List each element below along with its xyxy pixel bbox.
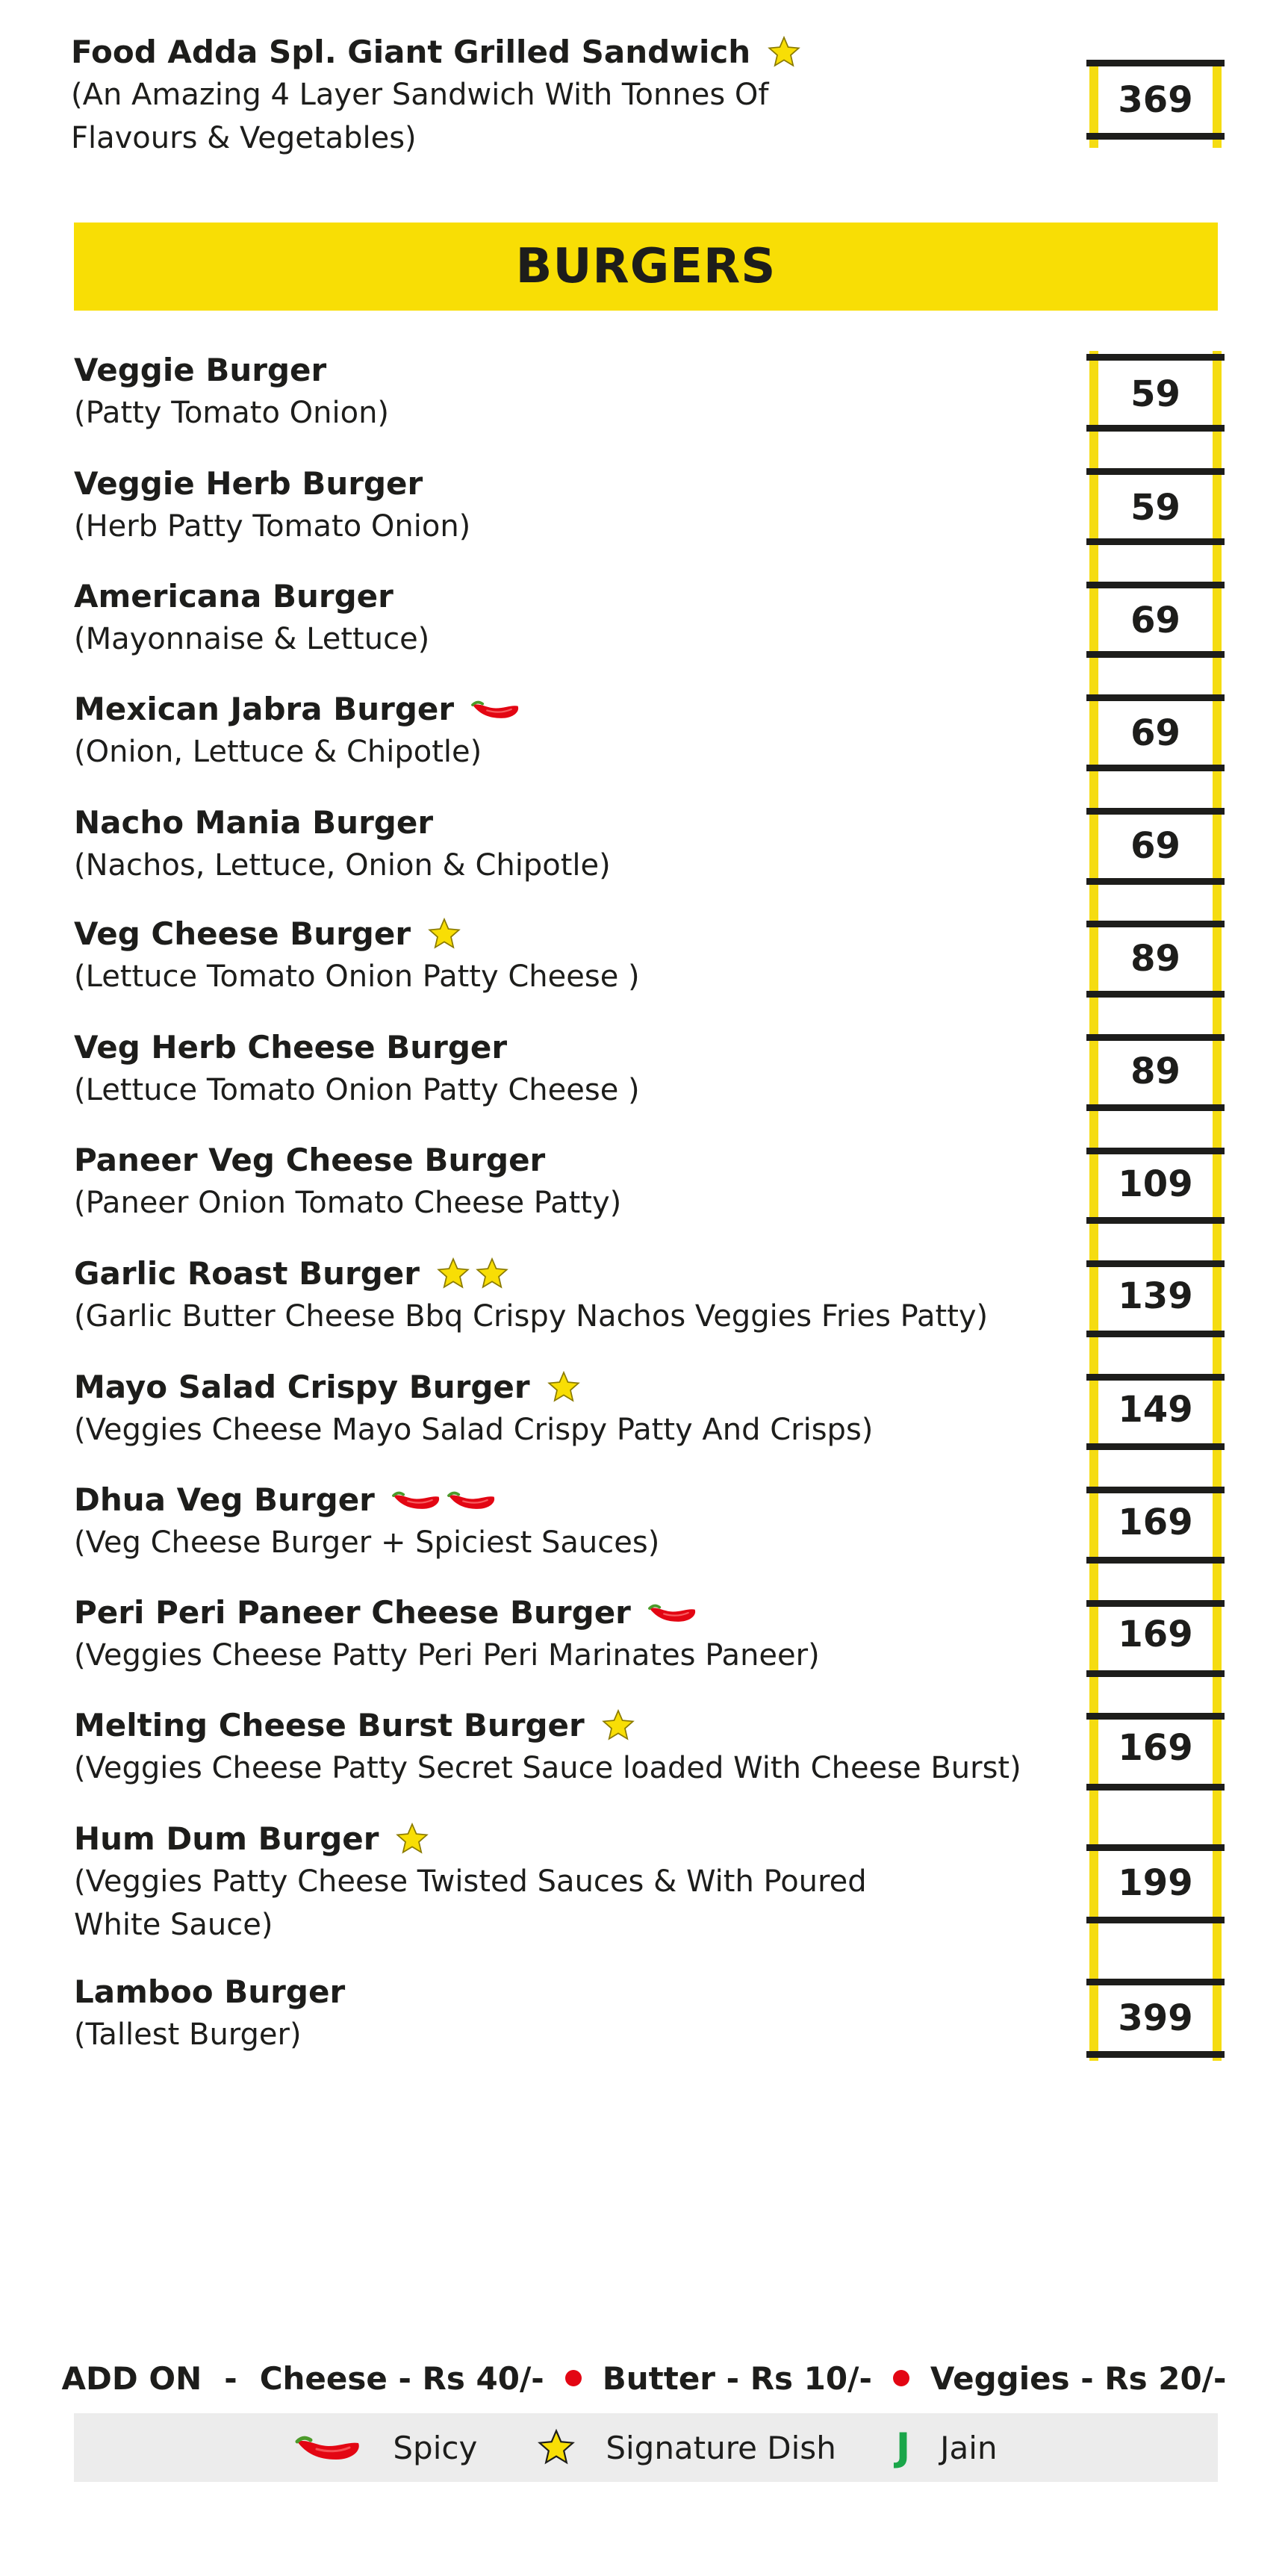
ladder-rung	[1086, 1443, 1225, 1450]
chili-icon	[470, 694, 521, 724]
ladder-rung	[1086, 1557, 1225, 1564]
ladder-rung	[1086, 991, 1225, 998]
addon-separator: -	[224, 2359, 237, 2397]
ladder-rung	[1086, 1917, 1225, 1923]
item-name-row	[74, 349, 1074, 391]
ladder-rung	[1086, 1844, 1225, 1851]
ladder-rung	[1086, 1331, 1225, 1337]
ladder-rung	[1086, 1217, 1225, 1224]
item-name: Dhua Veg Burger	[74, 1481, 375, 1518]
menu-item	[74, 1139, 1074, 1225]
addon-veggies: Veggies - Rs 20/-	[930, 2359, 1227, 2397]
item-description: (Patty Tomato Onion)	[74, 396, 390, 430]
price-ladder	[1086, 351, 1225, 2061]
item-description: (Garlic Butter Cheese Bbq Crispy Nachos Veggies Fries Patty)	[74, 1299, 989, 1334]
ladder-rung	[1086, 1260, 1225, 1267]
section-title: BURGERS	[515, 239, 777, 294]
menu-item	[74, 913, 1074, 998]
star-icon	[427, 917, 461, 951]
item-name-row	[74, 1366, 1074, 1408]
menu-item	[74, 463, 1074, 548]
bullet-dot-icon	[565, 2370, 582, 2386]
addon-cheese: Cheese - Rs 40/-	[259, 2359, 544, 2397]
ladder-rung	[1086, 878, 1225, 885]
menu-item-top	[71, 31, 1042, 166]
item-name-row	[74, 802, 1074, 844]
menu-item	[74, 1027, 1074, 1112]
ladder-rung	[1086, 425, 1225, 432]
item-name: Melting Cheese Burst Burger	[74, 1707, 585, 1743]
section-header	[74, 223, 1218, 311]
menu-item	[74, 1971, 1074, 2056]
item-name: Veggie Herb Burger	[74, 465, 423, 502]
item-name: Food Adda Spl. Giant Grilled Sandwich	[71, 34, 751, 70]
ladder-rung	[1086, 582, 1225, 588]
ladder-rung	[1086, 651, 1225, 658]
item-price: 89	[1130, 1051, 1180, 1092]
item-badges	[470, 694, 521, 724]
item-name: Americana Burger	[74, 578, 393, 615]
ladder-rung	[1086, 1374, 1225, 1381]
item-badges	[427, 917, 461, 951]
item-name-row	[74, 1592, 1074, 1634]
item-name-row	[74, 1027, 1074, 1068]
item-name-row	[71, 31, 1042, 73]
item-name-row	[74, 1818, 1074, 1860]
item-name: Mayo Salad Crispy Burger	[74, 1369, 530, 1405]
star-icon	[395, 1822, 429, 1856]
item-price: 69	[1130, 825, 1180, 867]
item-description: (Lettuce Tomato Onion Patty Cheese )	[74, 1073, 640, 1107]
chili-icon	[447, 1485, 497, 1515]
menu-item	[74, 1705, 1074, 1790]
item-price: 169	[1118, 1727, 1193, 1769]
star-icon	[601, 1708, 635, 1743]
menu-item	[74, 576, 1074, 661]
menu-item	[74, 1818, 1074, 1947]
star-icon	[475, 1257, 509, 1291]
item-price: 199	[1118, 1862, 1193, 1904]
jain-icon: J	[895, 2425, 911, 2470]
item-name-row	[74, 688, 1074, 730]
ladder-rung	[1086, 921, 1225, 927]
item-name-row	[74, 913, 1074, 955]
ladder-rung	[1086, 538, 1225, 545]
ladder-rung	[1086, 60, 1225, 66]
legend-signature-label: Signature Dish	[606, 2429, 836, 2466]
item-description: (Herb Patty Tomato Onion)	[74, 509, 471, 544]
star-icon	[436, 1257, 470, 1291]
item-name-row	[74, 1705, 1074, 1746]
item-description: (Veggies Patty Cheese Twisted Sauces & With Poured	[74, 1864, 867, 1899]
item-price: 89	[1130, 938, 1180, 980]
item-description: (Nachos, Lettuce, Onion & Chipotle)	[74, 848, 611, 883]
menu-item	[74, 1592, 1074, 1677]
item-name: Nacho Mania Burger	[74, 804, 434, 841]
item-name-row	[74, 576, 1074, 617]
star-icon	[537, 2428, 606, 2467]
ladder-rung	[1086, 808, 1225, 815]
item-price: 69	[1130, 600, 1180, 641]
item-description: (Lettuce Tomato Onion Patty Cheese )	[74, 959, 640, 994]
item-description: (Veggies Cheese Mayo Salad Crispy Patty And Crisps)	[74, 1413, 874, 1447]
menu-item	[74, 1253, 1074, 1338]
item-price: 149	[1118, 1389, 1193, 1431]
chili-icon	[391, 1485, 442, 1515]
chili-icon	[647, 1598, 698, 1628]
item-name: Veg Herb Cheese Burger	[74, 1029, 508, 1065]
ladder-rung	[1086, 468, 1225, 475]
item-description: (Veggies Cheese Patty Secret Sauce loaded With Cheese Burst)	[74, 1751, 1021, 1785]
item-price: 369	[1118, 79, 1193, 121]
item-price: 59	[1130, 373, 1180, 415]
item-name: Lamboo Burger	[74, 1973, 346, 2010]
ladder-rung	[1086, 1104, 1225, 1111]
legend-jain	[896, 2425, 998, 2470]
item-price: 169	[1118, 1614, 1193, 1655]
addon-butter: Butter - Rs 10/-	[602, 2359, 872, 2397]
star-icon	[547, 1370, 581, 1404]
item-description: White Sauce)	[74, 1908, 273, 1942]
bullet-dot-icon	[893, 2370, 909, 2386]
ladder-rung	[1086, 2051, 1225, 2058]
item-price: 399	[1118, 1997, 1193, 2039]
item-description: Flavours & Vegetables)	[71, 121, 417, 155]
chili-icon	[294, 2431, 393, 2464]
item-name-row	[74, 1253, 1074, 1295]
item-name: Mexican Jabra Burger	[74, 691, 455, 727]
legend-spicy-label: Spicy	[393, 2429, 478, 2466]
ladder-rung	[1086, 354, 1225, 361]
menu-item	[74, 1479, 1074, 1564]
item-description: (Veggies Cheese Patty Peri Peri Marinates Paneer)	[74, 1638, 820, 1673]
item-name: Paneer Veg Cheese Burger	[74, 1142, 546, 1178]
ladder-rung	[1086, 1670, 1225, 1677]
ladder-rung	[1086, 1487, 1225, 1493]
item-description: (An Amazing 4 Layer Sandwich With Tonnes Of	[71, 78, 769, 112]
item-badges	[391, 1485, 497, 1515]
item-price: 169	[1118, 1502, 1193, 1543]
legend-bar	[74, 2413, 1218, 2482]
ladder-rung	[1086, 694, 1225, 701]
item-price: 109	[1118, 1163, 1193, 1205]
item-name-row	[74, 1971, 1074, 2013]
item-name: Veggie Burger	[74, 352, 327, 388]
ladder-rung	[1086, 1784, 1225, 1791]
item-price: 69	[1130, 712, 1180, 754]
legend-signature	[537, 2428, 836, 2467]
item-badges	[395, 1822, 429, 1856]
item-badges	[436, 1257, 509, 1291]
price-ladder-top	[1086, 60, 1225, 148]
item-badges	[647, 1598, 698, 1628]
item-description: (Mayonnaise & Lettuce)	[74, 622, 430, 656]
item-name: Peri Peri Paneer Cheese Burger	[74, 1594, 631, 1631]
item-price: 59	[1130, 487, 1180, 529]
item-badges	[767, 35, 801, 69]
item-name: Hum Dum Burger	[74, 1820, 379, 1857]
item-name-row	[74, 1139, 1074, 1181]
item-description: (Veg Cheese Burger + Spiciest Sauces)	[74, 1525, 660, 1560]
ladder-rung	[1086, 765, 1225, 771]
ladder-rung	[1086, 1600, 1225, 1607]
legend-jain-label: Jain	[940, 2429, 998, 2466]
item-description: (Onion, Lettuce & Chipotle)	[74, 735, 482, 769]
star-icon	[767, 35, 801, 69]
ladder-rung	[1086, 1034, 1225, 1041]
ladder-rung	[1086, 1713, 1225, 1720]
legend-spicy	[294, 2430, 477, 2466]
addon-row	[0, 2352, 1288, 2404]
item-name-row	[74, 463, 1074, 505]
item-price: 139	[1118, 1275, 1193, 1317]
menu-item	[74, 349, 1074, 435]
item-badges	[601, 1708, 635, 1743]
ladder-rung	[1086, 1979, 1225, 1985]
menu-item	[74, 802, 1074, 887]
menu-item	[74, 688, 1074, 774]
ladder-rung	[1086, 1148, 1225, 1154]
ladder-rung	[1086, 133, 1225, 140]
item-badges	[547, 1370, 581, 1404]
addon-label: ADD ON	[61, 2359, 202, 2397]
item-description: (Paneer Onion Tomato Cheese Patty)	[74, 1186, 622, 1220]
item-description: (Tallest Burger)	[74, 2017, 302, 2052]
menu-item	[74, 1366, 1074, 1452]
item-name: Garlic Roast Burger	[74, 1255, 420, 1292]
item-name-row	[74, 1479, 1074, 1521]
item-name: Veg Cheese Burger	[74, 915, 411, 952]
